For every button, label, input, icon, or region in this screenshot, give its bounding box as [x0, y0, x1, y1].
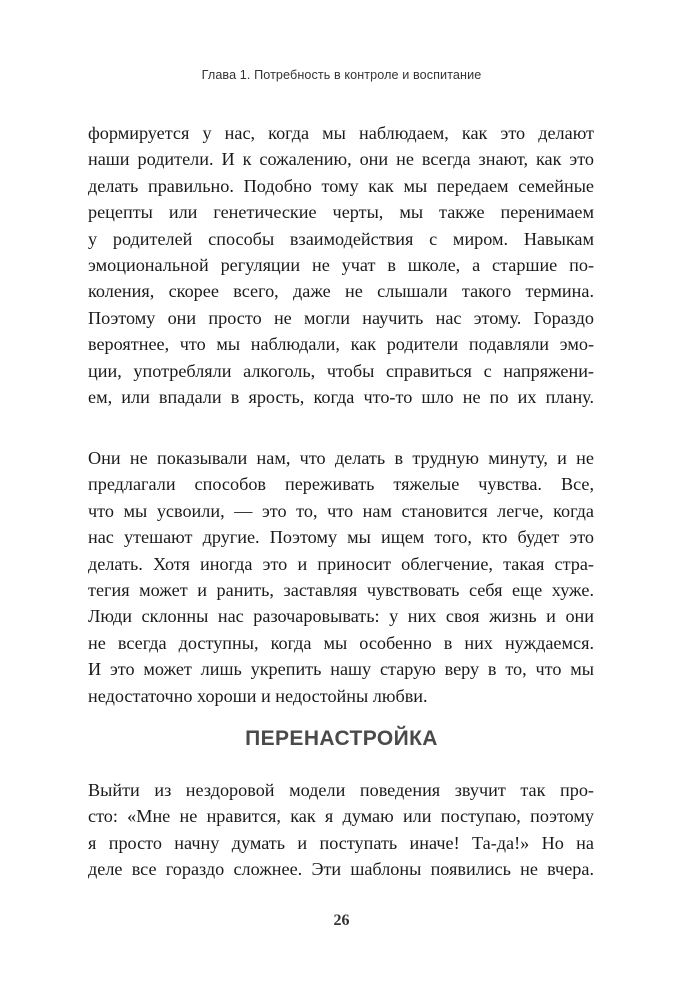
- paragraph-1: [88, 120, 594, 410]
- paragraph-line: делать. Хотя иногда это и приносит облегчение, такая стра-: [88, 553, 594, 574]
- section-heading: ПЕРЕНАСТРОЙКА: [245, 727, 438, 750]
- paragraph-line: не всегда доступны, когда мы особенно в них нуждаемся.: [88, 632, 594, 653]
- paragraph-line: рецепты или генетические черты, мы также перенимаем: [88, 202, 594, 223]
- paragraph-line: деле все гораздо сложнее. Эти шаблоны появились не вчера.: [88, 859, 594, 880]
- paragraph-line: тегия может и ранить, заставляя чувствовать себя еще хуже.: [88, 579, 594, 600]
- paragraph-line: И это может лишь укрепить нашу старую веру в то, что мы: [88, 659, 594, 680]
- paragraph-line: сто: «Мне не нравится, как я думаю или поступаю, поэтому: [88, 806, 594, 827]
- paragraph-line: у родителей способы взаимодействия с миром. Навыкам: [88, 228, 594, 249]
- paragraph-line: ем, или впадали в ярость, когда что-то шло не по их плану.: [88, 386, 594, 407]
- paragraph-line: Они не показывали нам, что делать в трудную минуту, и не: [88, 448, 594, 468]
- page-number: 26: [333, 912, 350, 929]
- paragraph-line: что мы усвоили, — это то, что нам становится легче, когда: [88, 500, 594, 521]
- paragraph-line: эмоциональной регуляции не учат в школе, а старшие по-: [88, 254, 594, 275]
- paragraph-line: предлагали способов переживать тяжелые чувства. Все,: [88, 474, 594, 495]
- paragraph-line: вероятнее, что мы наблюдали, как родители подавляли эмо-: [88, 334, 594, 355]
- paragraph-3: [88, 777, 594, 883]
- paragraph-line: коления, скорее всего, даже не слышали такого термина.: [88, 281, 594, 302]
- paragraph-line: наши родители. И к сожалению, они не всегда знают, как это: [88, 149, 594, 170]
- paragraph-line: формируется у нас, когда мы наблюдаем, как это делают: [88, 123, 594, 143]
- paragraph-line: недостаточно хороши и недостойны любви.: [88, 685, 428, 706]
- paragraph-2: [88, 445, 594, 709]
- paragraph-line: ции, употребляли алкоголь, чтобы справиться с напряжени-: [88, 360, 594, 381]
- paragraph-line: Выйти из нездоровой модели поведения звучит так про-: [88, 780, 594, 800]
- running-head: Глава 1. Потребность в контроле и воспитание: [201, 68, 482, 82]
- paragraph-line: Поэтому они просто не могли научить нас этому. Гораздо: [88, 307, 594, 328]
- paragraph-line: я просто начну думать и поступать иначе! Та-да!» Но на: [88, 832, 594, 853]
- paragraph-line: Люди склонны нас разочаровывать: у них своя жизнь и они: [88, 606, 594, 627]
- paragraph-line: нас утешают другие. Поэтому мы ищем того, кто будет это: [88, 527, 594, 548]
- paragraph-line: делать правильно. Подобно тому как мы передаем семейные: [88, 175, 594, 196]
